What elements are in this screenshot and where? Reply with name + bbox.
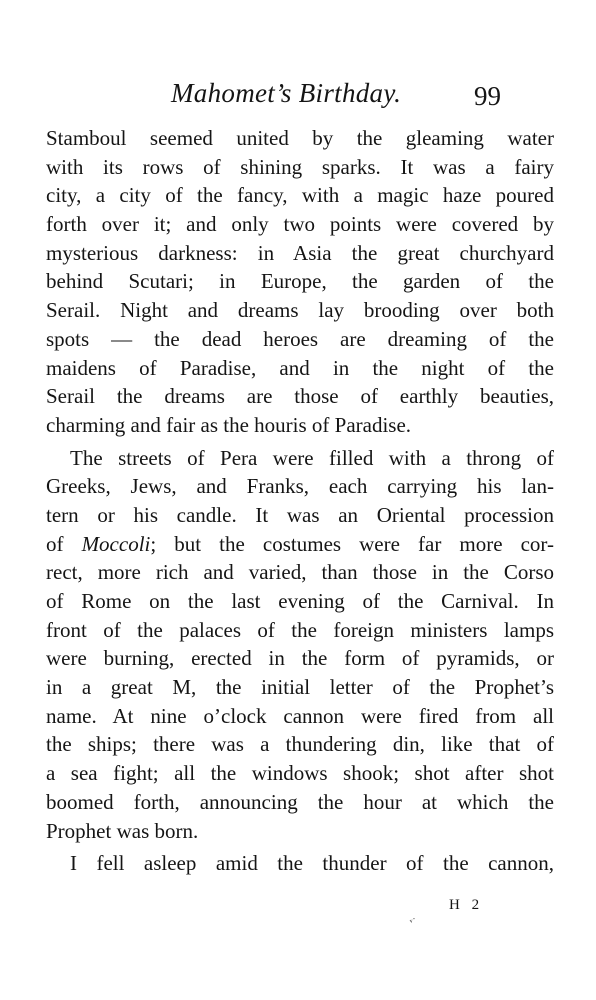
- text-line-17: of Rome on the last evening of the Carnival. In: [46, 589, 554, 613]
- text-line-21: name. At nine o’clock cannon were fired from all: [46, 703, 554, 728]
- text-line-6: behind Scutari; in Europe, the garden of the: [46, 269, 554, 294]
- text-line-5: mysterious darkness: in Asia the great churchyard: [46, 240, 554, 265]
- text-line-8: spots — the dead heroes are dreaming of the: [46, 326, 554, 351]
- text-line-20: in a great M, the initial letter of the Prophet’s: [46, 675, 554, 700]
- line-15-remainder: but the costumes were far more cor-: [174, 531, 554, 556]
- ink-speck: ᵛ˙: [409, 916, 418, 929]
- text-line-9: maidens of Paradise, and in the night of the: [46, 355, 554, 380]
- italic-term: Moccoli: [81, 531, 151, 556]
- text-line-4: forth over it; and only two points were covered by: [46, 212, 554, 237]
- text-line-7: Serail. Night and dreams lay brooding over both: [46, 298, 554, 323]
- text-line-13: Greeks, Jews, and Franks, each carrying his lan-: [46, 474, 554, 499]
- body-text: [46, 124, 554, 878]
- text-line-14: tern or his candle. It was an Oriental procession: [46, 502, 554, 527]
- line-15-punctuation: ;: [150, 531, 175, 556]
- text-line-18: front of the palaces of the foreign ministers lamps: [46, 617, 554, 642]
- text-line-25: Prophet was born.: [46, 818, 199, 843]
- text-line-10: Serail the dreams are those of earthly beauties,: [46, 384, 554, 409]
- text-line-2: with its rows of shining sparks. It was a fairy: [46, 154, 554, 179]
- text-line-24: boomed forth, announcing the hour at which the: [46, 789, 554, 814]
- text-line-15: [46, 530, 554, 559]
- running-title: Mahomet’s Birthday.: [171, 78, 402, 108]
- text-line-26: I fell asleep amid the thunder of the cannon,: [70, 851, 554, 876]
- printer-signature: H 2: [449, 897, 484, 913]
- text-line-11: charming and fair as the houris of Paradise.: [46, 412, 412, 437]
- text-line-23: a sea fight; all the windows shook; shot after shot: [46, 761, 554, 786]
- running-header: [0, 76, 596, 120]
- text-line-19: were burning, erected in the form of pyramids, or: [46, 646, 554, 671]
- text-line-3: city, a city of the fancy, with a magic haze poured: [46, 183, 554, 208]
- text-line-22: the ships; there was a thundering din, like that of: [46, 732, 554, 757]
- text-line-16: rect, more rich and varied, than those in the Corso: [46, 560, 554, 585]
- text-line-12: The streets of Pera were filled with a throng of: [70, 445, 554, 470]
- line-15-prefix: of: [46, 531, 82, 556]
- page-number: 99: [474, 81, 501, 111]
- text-line-1: Stamboul seemed united by the gleaming water: [46, 126, 554, 150]
